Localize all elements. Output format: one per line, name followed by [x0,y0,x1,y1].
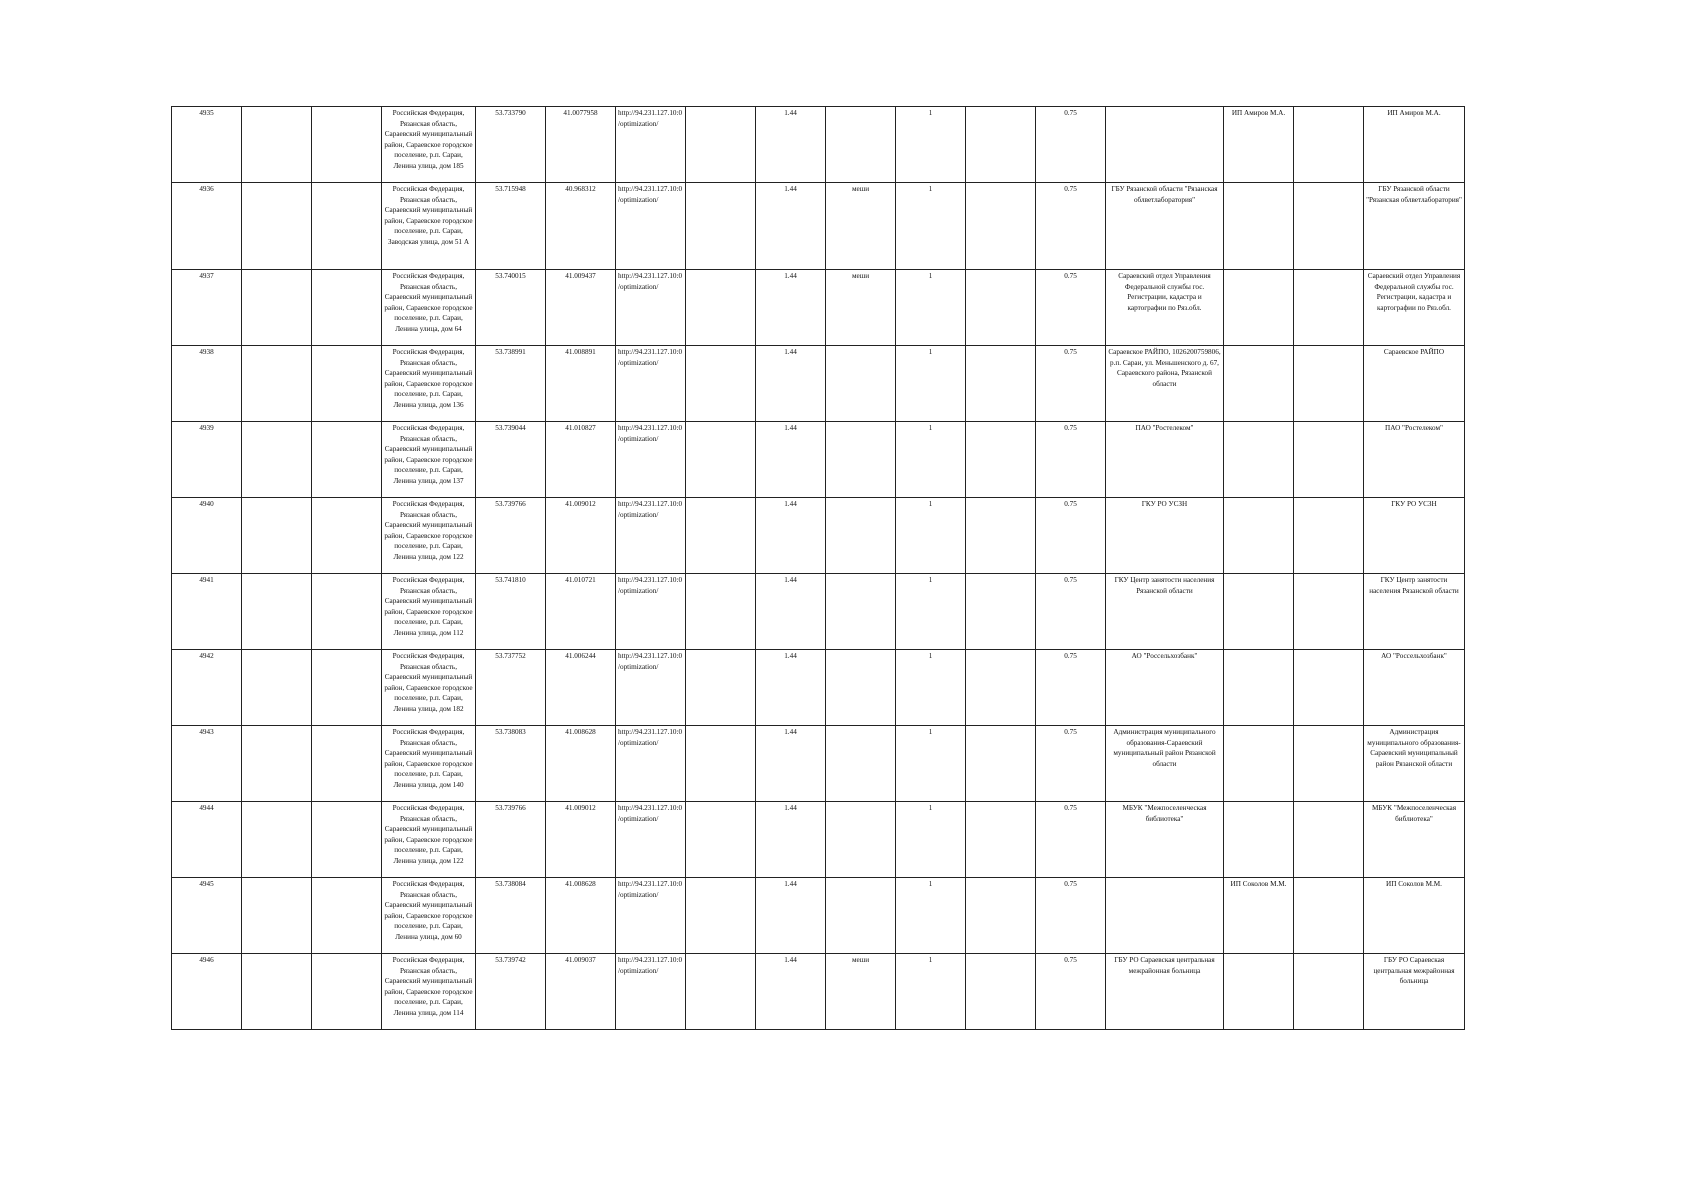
row-number-cell: 4943 [172,726,242,802]
url-cell: http://94.231.127.10:0/optimization/ [616,183,686,270]
latitude-cell: 53.738083 [476,726,546,802]
empty-cell [966,270,1036,346]
longitude-cell: 41.009012 [546,802,616,878]
url-cell: http://94.231.127.10:0/optimization/ [616,107,686,183]
quantity-cell: 1 [896,878,966,954]
table-row [172,878,1465,954]
empty-cell [1294,422,1364,498]
empty-cell [686,650,756,726]
owner-cell: ГКУ Центр занятости населения Рязанской области [1364,574,1465,650]
row-number-cell: 4939 [172,422,242,498]
entrepreneur-cell [1224,802,1294,878]
organization-cell [1106,107,1224,183]
address-cell: Российская Федерация, Рязанская область, Сараевский муниципальный район, Сараевское городское поселение, р.п. Сараи, Ленина улица, дом 122 [382,802,476,878]
empty-cell [1294,498,1364,574]
latitude-cell: 53.739766 [476,802,546,878]
note-cell [826,574,896,650]
volume-cell: 0.75 [1036,726,1106,802]
longitude-cell: 41.008628 [546,878,616,954]
entrepreneur-cell [1224,954,1294,1030]
owner-cell: ИП Амиров М.А. [1364,107,1465,183]
longitude-cell: 41.0077958 [546,107,616,183]
row-number-cell: 4944 [172,802,242,878]
empty-cell [1294,650,1364,726]
latitude-cell: 53.741810 [476,574,546,650]
quantity-cell: 1 [896,802,966,878]
longitude-cell: 41.006244 [546,650,616,726]
note-cell [826,650,896,726]
latitude-cell: 53.715948 [476,183,546,270]
entrepreneur-cell: ИП Амиров М.А. [1224,107,1294,183]
entrepreneur-cell [1224,183,1294,270]
entrepreneur-cell [1224,346,1294,422]
url-cell: http://94.231.127.10:0/optimization/ [616,574,686,650]
empty-cell [242,346,312,422]
longitude-cell: 41.009437 [546,270,616,346]
note-cell [826,107,896,183]
organization-cell: ГКУ РО УСЗН [1106,498,1224,574]
longitude-cell: 41.008628 [546,726,616,802]
empty-cell [312,107,382,183]
empty-cell [242,878,312,954]
address-cell: Российская Федерация, Рязанская область, Сараевский муниципальный район, Сараевское городское поселение, р.п. Сараи, Ленина улица, дом 60 [382,878,476,954]
empty-cell [242,802,312,878]
empty-cell [686,346,756,422]
note-cell: меши [826,270,896,346]
empty-cell [1294,270,1364,346]
organization-cell: Сараевский отдел Управления Федеральной службы гос. Регистрации, кадастра и картографии по Ряз.обл. [1106,270,1224,346]
quantity-cell: 1 [896,270,966,346]
row-number-cell: 4941 [172,574,242,650]
note-cell: меши [826,183,896,270]
longitude-cell: 41.009012 [546,498,616,574]
url-cell: http://94.231.127.10:0/optimization/ [616,726,686,802]
organization-cell: ГБУ Рязанской области "Рязанская облветлаборатория" [1106,183,1224,270]
address-cell: Российская Федерация, Рязанская область, Сараевский муниципальный район, Сараевское городское поселение, р.п. Сараи, Ленина улица, дом 140 [382,726,476,802]
empty-cell [966,878,1036,954]
value-cell: 1.44 [756,183,826,270]
owner-cell: Сараевское РАЙПО [1364,346,1465,422]
empty-cell [242,270,312,346]
address-cell: Российская Федерация, Рязанская область, Сараевский муниципальный район, Сараевское городское поселение, р.п. Сараи, Ленина улица, дом 112 [382,574,476,650]
quantity-cell: 1 [896,498,966,574]
longitude-cell: 41.008891 [546,346,616,422]
value-cell: 1.44 [756,726,826,802]
owner-cell: ИП Соколов М.М. [1364,878,1465,954]
entrepreneur-cell [1224,270,1294,346]
row-number-cell: 4936 [172,183,242,270]
empty-cell [242,183,312,270]
registry-body [172,107,1465,1030]
organization-cell: Администрация муниципального образования-Сараевский муниципальный район Рязанской области [1106,726,1224,802]
empty-cell [1294,574,1364,650]
empty-cell [686,802,756,878]
empty-cell [312,650,382,726]
empty-cell [686,878,756,954]
empty-cell [686,183,756,270]
quantity-cell: 1 [896,422,966,498]
table-row [172,107,1465,183]
owner-cell: ГБУ Рязанской области "Рязанская облветлаборатория" [1364,183,1465,270]
row-number-cell: 4938 [172,346,242,422]
table-row [172,346,1465,422]
quantity-cell: 1 [896,954,966,1030]
registry-table [171,106,1465,1030]
empty-cell [1294,954,1364,1030]
empty-cell [686,574,756,650]
entrepreneur-cell [1224,650,1294,726]
address-cell: Российская Федерация, Рязанская область, Сараевский муниципальный район, Сараевское городское поселение, р.п. Сараи, Ленина улица, дом 136 [382,346,476,422]
empty-cell [966,954,1036,1030]
empty-cell [966,802,1036,878]
note-cell [826,498,896,574]
value-cell: 1.44 [756,346,826,422]
entrepreneur-cell [1224,498,1294,574]
empty-cell [312,183,382,270]
table-row [172,650,1465,726]
owner-cell: АО "Россельхозбанк" [1364,650,1465,726]
longitude-cell: 41.010721 [546,574,616,650]
table-row [172,422,1465,498]
note-cell [826,878,896,954]
value-cell: 1.44 [756,422,826,498]
value-cell: 1.44 [756,498,826,574]
owner-cell: МБУК "Межпоселенческая библиотека" [1364,802,1465,878]
empty-cell [312,270,382,346]
empty-cell [242,574,312,650]
volume-cell: 0.75 [1036,878,1106,954]
row-number-cell: 4942 [172,650,242,726]
longitude-cell: 41.010827 [546,422,616,498]
volume-cell: 0.75 [1036,650,1106,726]
volume-cell: 0.75 [1036,574,1106,650]
empty-cell [312,954,382,1030]
value-cell: 1.44 [756,802,826,878]
volume-cell: 0.75 [1036,270,1106,346]
organization-cell: МБУК "Межпоселенческая библиотека" [1106,802,1224,878]
entrepreneur-cell: ИП Соколов М.М. [1224,878,1294,954]
empty-cell [686,726,756,802]
entrepreneur-cell [1224,574,1294,650]
empty-cell [312,498,382,574]
empty-cell [242,726,312,802]
address-cell: Российская Федерация, Рязанская область, Сараевский муниципальный район, Сараевское городское поселение, р.п. Сараи, Ленина улица, дом 114 [382,954,476,1030]
latitude-cell: 53.738084 [476,878,546,954]
table-row [172,574,1465,650]
url-cell: http://94.231.127.10:0/optimization/ [616,346,686,422]
url-cell: http://94.231.127.10:0/optimization/ [616,878,686,954]
row-number-cell: 4946 [172,954,242,1030]
quantity-cell: 1 [896,183,966,270]
value-cell: 1.44 [756,878,826,954]
value-cell: 1.44 [756,270,826,346]
owner-cell: Сараевский отдел Управления Федеральной службы гос. Регистрации, кадастра и картографии по Ряз.обл. [1364,270,1465,346]
empty-cell [966,650,1036,726]
note-cell: меши [826,954,896,1030]
note-cell [826,802,896,878]
volume-cell: 0.75 [1036,498,1106,574]
table-row [172,270,1465,346]
owner-cell: ГБУ РО Сараевская центральная межрайонная больница [1364,954,1465,1030]
latitude-cell: 53.740015 [476,270,546,346]
empty-cell [686,498,756,574]
latitude-cell: 53.737752 [476,650,546,726]
organization-cell [1106,878,1224,954]
empty-cell [966,574,1036,650]
organization-cell: ГКУ Центр занятости населения Рязанской области [1106,574,1224,650]
empty-cell [312,878,382,954]
latitude-cell: 53.739044 [476,422,546,498]
empty-cell [312,422,382,498]
value-cell: 1.44 [756,574,826,650]
row-number-cell: 4937 [172,270,242,346]
empty-cell [966,422,1036,498]
url-cell: http://94.231.127.10:0/optimization/ [616,270,686,346]
latitude-cell: 53.733790 [476,107,546,183]
empty-cell [966,183,1036,270]
row-number-cell: 4940 [172,498,242,574]
volume-cell: 0.75 [1036,346,1106,422]
empty-cell [686,270,756,346]
empty-cell [312,574,382,650]
url-cell: http://94.231.127.10:0/optimization/ [616,802,686,878]
empty-cell [242,107,312,183]
url-cell: http://94.231.127.10:0/optimization/ [616,422,686,498]
address-cell: Российская Федерация, Рязанская область, Сараевский муниципальный район, Сараевское городское поселение, р.п. Сараи, Заводская улица, дом 51 А [382,183,476,270]
table-row [172,183,1465,270]
url-cell: http://94.231.127.10:0/optimization/ [616,650,686,726]
volume-cell: 0.75 [1036,802,1106,878]
quantity-cell: 1 [896,107,966,183]
quantity-cell: 1 [896,574,966,650]
empty-cell [1294,107,1364,183]
longitude-cell: 41.009037 [546,954,616,1030]
empty-cell [686,107,756,183]
organization-cell: ПАО "Ростелеком" [1106,422,1224,498]
organization-cell: АО "Россельхозбанк" [1106,650,1224,726]
address-cell: Российская Федерация, Рязанская область, Сараевский муниципальный район, Сараевское городское поселение, р.п. Сараи, Ленина улица, дом 64 [382,270,476,346]
table-row [172,726,1465,802]
address-cell: Российская Федерация, Рязанская область, Сараевский муниципальный район, Сараевское городское поселение, р.п. Сараи, Ленина улица, дом 182 [382,650,476,726]
quantity-cell: 1 [896,726,966,802]
address-cell: Российская Федерация, Рязанская область, Сараевский муниципальный район, Сараевское городское поселение, р.п. Сараи, Ленина улица, дом 122 [382,498,476,574]
organization-cell: Сараевское РАЙПО, 1026200759806, р.п. Сараи, ул. Меньшенского д. 67, Сараевского района, Рязанской области [1106,346,1224,422]
note-cell [826,346,896,422]
row-number-cell: 4935 [172,107,242,183]
volume-cell: 0.75 [1036,107,1106,183]
empty-cell [1294,726,1364,802]
note-cell [826,726,896,802]
url-cell: http://94.231.127.10:0/optimization/ [616,954,686,1030]
empty-cell [242,954,312,1030]
volume-cell: 0.75 [1036,183,1106,270]
address-cell: Российская Федерация, Рязанская область, Сараевский муниципальный район, Сараевское городское поселение, р.п. Сараи, Ленина улица, дом 137 [382,422,476,498]
empty-cell [1294,346,1364,422]
empty-cell [242,498,312,574]
empty-cell [966,346,1036,422]
value-cell: 1.44 [756,954,826,1030]
empty-cell [312,346,382,422]
empty-cell [1294,183,1364,270]
note-cell [826,422,896,498]
empty-cell [312,726,382,802]
empty-cell [966,107,1036,183]
latitude-cell: 53.739742 [476,954,546,1030]
empty-cell [966,498,1036,574]
value-cell: 1.44 [756,107,826,183]
value-cell: 1.44 [756,650,826,726]
table-row [172,954,1465,1030]
latitude-cell: 53.739766 [476,498,546,574]
empty-cell [686,954,756,1030]
organization-cell: ГБУ РО Сараевская центральная межрайонная больница [1106,954,1224,1030]
entrepreneur-cell [1224,422,1294,498]
longitude-cell: 40.968312 [546,183,616,270]
url-cell: http://94.231.127.10:0/optimization/ [616,498,686,574]
entrepreneur-cell [1224,726,1294,802]
table-row [172,498,1465,574]
quantity-cell: 1 [896,650,966,726]
owner-cell: Администрация муниципального образования-Сараевский муниципальный район Рязанской области [1364,726,1465,802]
empty-cell [242,422,312,498]
volume-cell: 0.75 [1036,422,1106,498]
empty-cell [242,650,312,726]
table-row [172,802,1465,878]
empty-cell [1294,802,1364,878]
empty-cell [966,726,1036,802]
empty-cell [1294,878,1364,954]
quantity-cell: 1 [896,346,966,422]
empty-cell [686,422,756,498]
address-cell: Российская Федерация, Рязанская область, Сараевский муниципальный район, Сараевское городское поселение, р.п. Сараи, Ленина улица, дом 185 [382,107,476,183]
owner-cell: ПАО "Ростелеком" [1364,422,1465,498]
latitude-cell: 53.738991 [476,346,546,422]
volume-cell: 0.75 [1036,954,1106,1030]
empty-cell [312,802,382,878]
row-number-cell: 4945 [172,878,242,954]
owner-cell: ГКУ РО УСЗН [1364,498,1465,574]
